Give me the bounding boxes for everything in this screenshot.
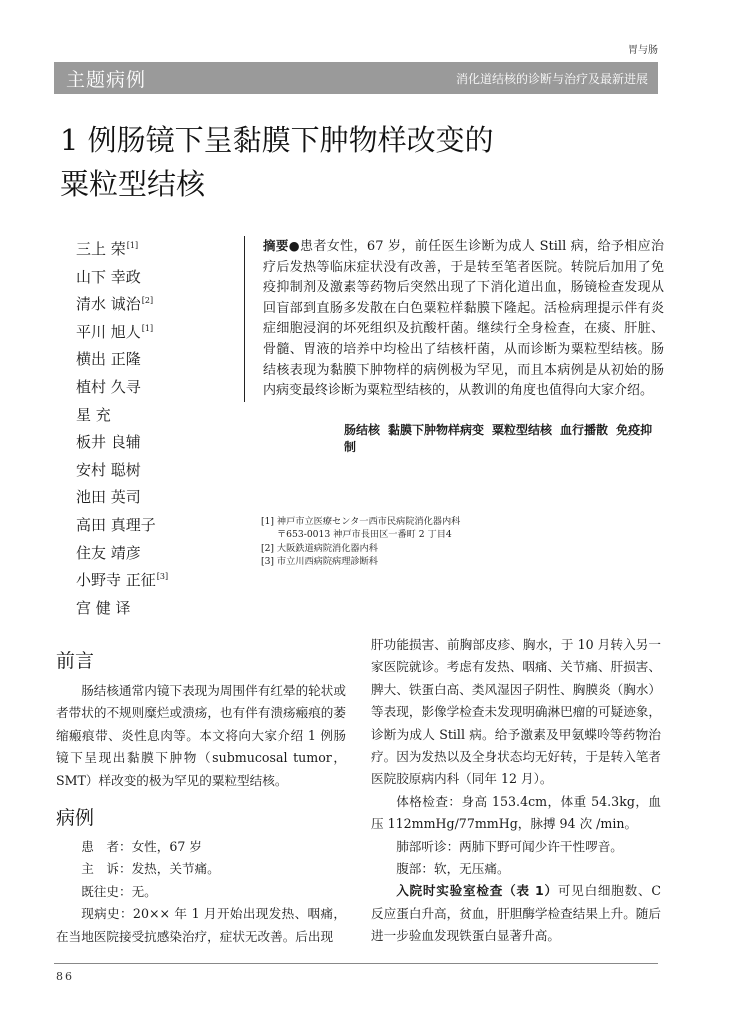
author: 板井 良辅	[76, 433, 141, 452]
lung-line: 肺部听诊：两肺下野可闻少许干性啰音。	[396, 838, 623, 854]
author: 清水 诚治[2]	[76, 295, 154, 314]
exam-line: 体格检查：身高 153.4cm，体重 54.3kg，血压 112mmHg/77mmHg，脉搏 94 次 /min。	[371, 793, 661, 832]
present-illness-start: 现病史：20×× 年 1 月开始出现发热、咽痛，在当地医院接受抗感染治疗，症状无改善。后出现	[56, 906, 346, 944]
author: 小野寺 正征[3]	[76, 571, 169, 590]
translator: 宫 健 译	[76, 598, 131, 617]
author: 住友 靖彦	[76, 543, 141, 562]
keyword: 肠结核	[344, 423, 381, 437]
author: 池田 英司	[76, 488, 141, 507]
section-banner	[54, 62, 658, 94]
abstract-text: 患者女性，67 岁，前任医生诊断为成人 Still 病，给予相应治疗后发热等临床症状没有改善，于是转至笔者医院。转院后加用了免疫抑制剂及激素等药物后突然出现了下消化道出血，肠镜检查发现从回盲部到直肠多发散在白色粟粒样黏膜下隆起。活检病理提示伴有炎症细胞浸润的坏死组织及抗酸杆菌。继续行全身检查，在痰、肝脏、骨髓、胃液的培养中均检出了结核杆菌，从而诊断为粟粒型结核。肠结核表现为黏膜下肿物样的病例极为罕见，而且本病例是从初始的肠内病变最终诊断为粟粒型结核的，从教训的角度也值得向大家介绍。	[263, 239, 664, 399]
history-line: 既往史：无。	[81, 883, 157, 899]
title-line-2: 粟粒型结核	[60, 167, 206, 201]
footer-rule	[54, 963, 658, 964]
intro-heading: 前言	[56, 650, 95, 672]
affiliation-address: 〒653-0013 神戸市長田区一番町 2 丁目4	[277, 529, 452, 541]
title-line-1: 1 例肠镜下呈黏膜下肿物样改变的	[60, 123, 494, 157]
keyword: 粟粒型结核	[492, 423, 553, 437]
author: 植村 久寻	[76, 377, 141, 396]
abdomen-line: 腹部：软，无压痛。	[396, 861, 510, 877]
author: 平川 旭人[1]	[76, 322, 154, 341]
affiliation: [1] 神戸市立医療センタ一西市民病院消化器内科	[261, 516, 461, 527]
abstract-label: 摘要●	[263, 238, 301, 253]
author: 横出 正隆	[76, 350, 141, 369]
affiliation: [3] 市立川西病院病理診断科	[261, 556, 378, 568]
lab-paragraph	[371, 880, 661, 947]
author: 三上 荣[1]	[76, 240, 139, 258]
case-body	[56, 836, 346, 948]
journal-tag: 胃与肠	[628, 45, 658, 56]
abstract	[244, 236, 664, 402]
case-heading: 病例	[56, 807, 95, 829]
author-list	[76, 234, 236, 620]
author: 高田 真理子	[76, 515, 156, 534]
affiliation: [2] 大阪鉄道病院消化器内科	[261, 542, 378, 554]
keyword: 黏膜下肿物样病变	[388, 423, 485, 437]
patient-line: 患 者：女性，67 岁	[81, 839, 202, 854]
intro-paragraph: 肠结核通常内镜下表现为周围伴有红晕的轮状或者带状的不规则糜烂或溃疡，也有伴有溃疡瘢痕的萎缩瘢痕带、炎性息肉等。本文将向大家介绍 1 例肠镜下呈现出黏膜下肿物（submucosal tumor，SMT）样改变的极为罕见的粟粒型结核。	[56, 683, 346, 788]
affiliations	[261, 515, 661, 569]
series-title: 消化道结核的诊断与治疗及最新进展	[455, 71, 648, 86]
intro-body	[56, 680, 346, 792]
right-column	[371, 634, 661, 948]
page-number: 86	[56, 970, 74, 983]
author: 星 充	[76, 405, 111, 424]
article-title	[60, 118, 660, 206]
author: 山下 幸政	[76, 267, 141, 286]
keyword: 免疫抑制	[344, 423, 653, 454]
present-illness-cont: 肝功能损害、前胸部皮疹、胸水，于 10 月转入另一家医院就诊。考虑有发热、咽痛、关节痛、肝损害、脾大、铁蛋白高、类风湿因子阴性、胸膜炎（胸水）等表现，影像学检查未发现明确淋巴瘤的可疑迹象，诊断为成人 Still 病。给予激素及甲氨蝶呤等药物治疗。因为发热以及全身状态均无好转，于是转入笔者医院胶原病内科（同年 12 月）。	[371, 637, 661, 787]
author: 安村 聪树	[76, 460, 141, 479]
keywords	[344, 422, 664, 456]
complaint-line: 主 诉：发热，关节痛。	[81, 861, 220, 877]
keyword: 血行播散	[560, 423, 609, 437]
lab-text: 可见白细胞数、C 反应蛋白升高，贫血，肝胆酶学检查结果上升。随后进一步验血发现铁蛋白显著升高。	[371, 883, 662, 944]
lab-label: 入院时实验室检查（表 1）	[396, 883, 558, 899]
section-label: 主题病例	[66, 68, 147, 91]
